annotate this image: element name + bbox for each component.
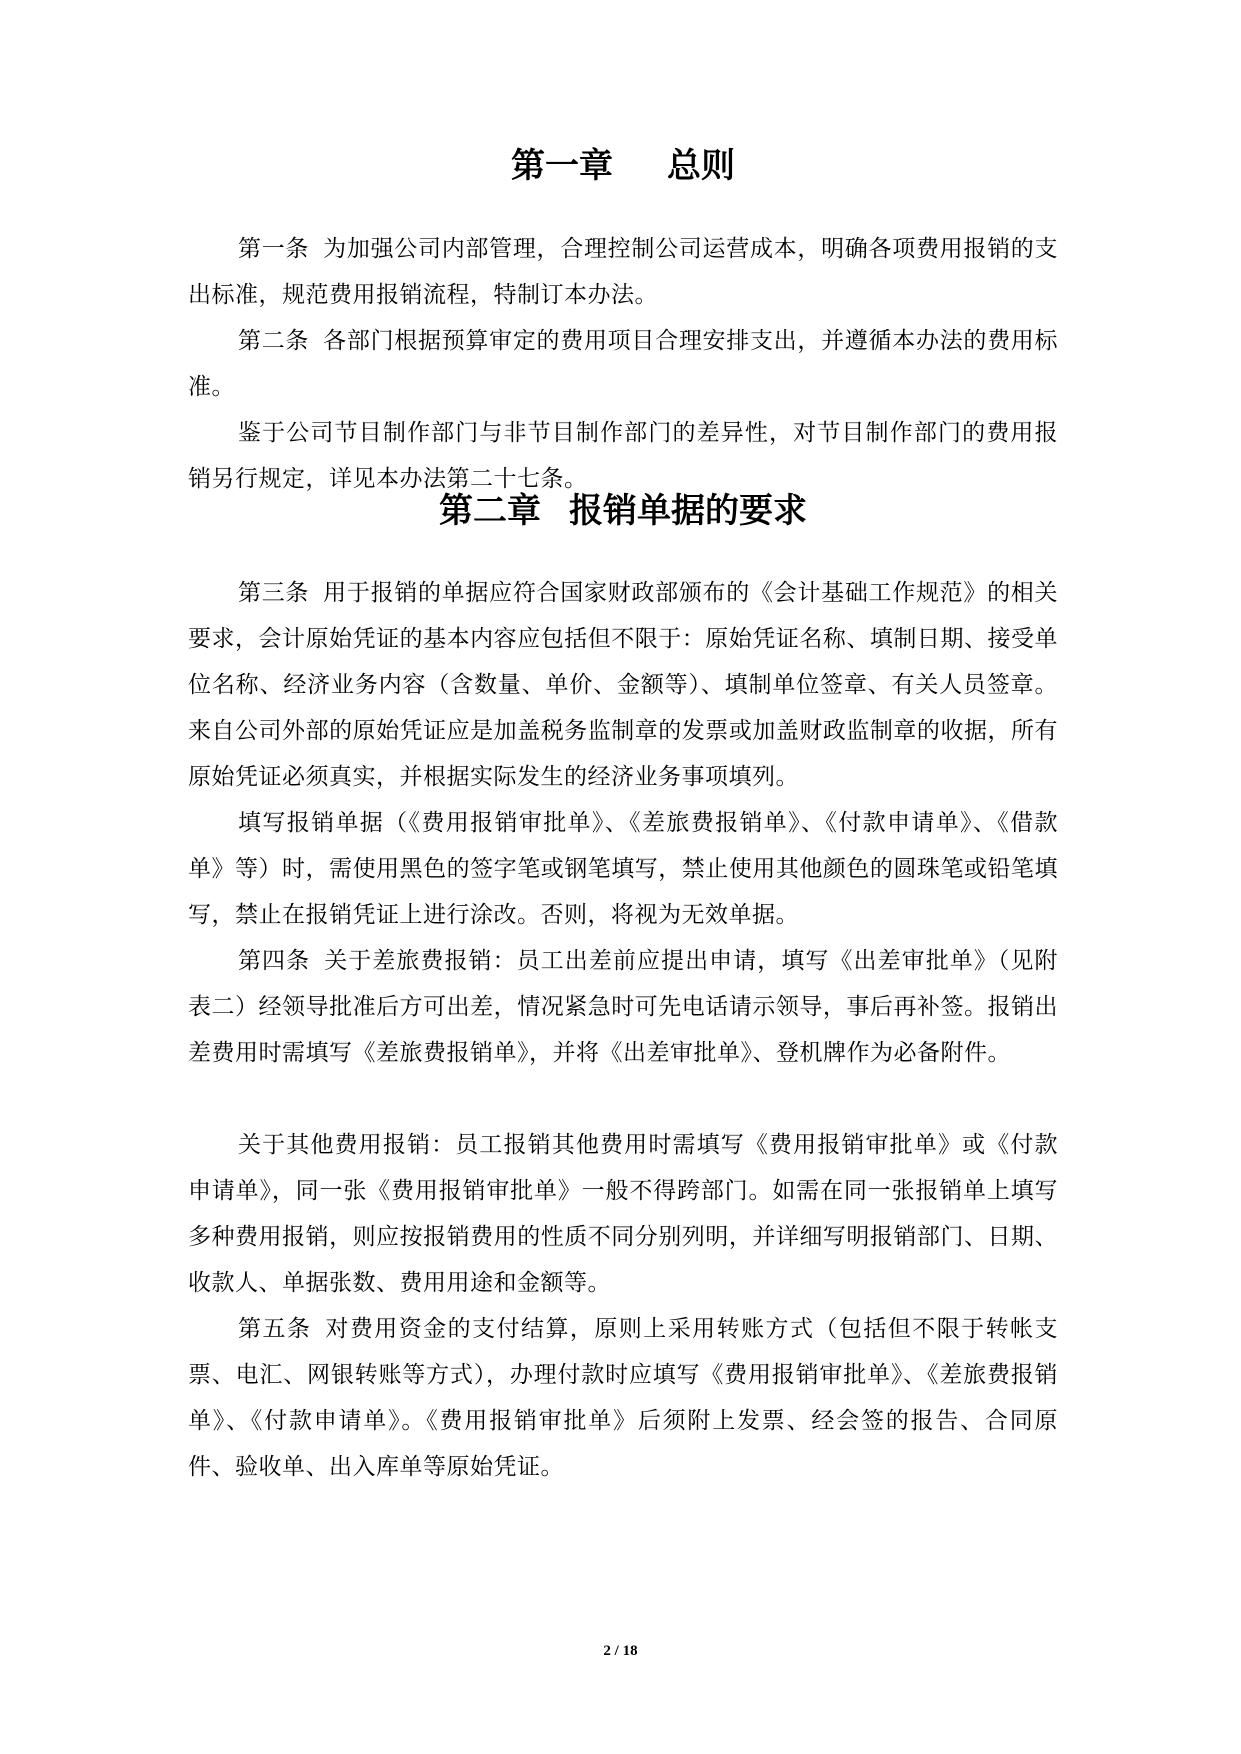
- article-2-label: 第二条: [238, 328, 310, 354]
- article-2-paragraph: [188, 318, 1058, 410]
- form-filling-paragraph: [188, 800, 1058, 938]
- chapter-2-number: 第二章: [439, 491, 541, 531]
- chapter-1-number: 第一章: [511, 146, 613, 186]
- article-5-text: 对费用资金的支付结算，原则上采用转账方式（包括但不限于转帐支票、电汇、网银转账等方式），办理付款时应填写《费用报销审批单》、《差旅费报销单》、《付款申请单》。《费用报销审批单》后须附上发票、经会签的报告、合同原件、验收单、出入库单等原始凭证。: [188, 1316, 1058, 1480]
- article-1-paragraph: [188, 226, 1058, 318]
- article-3-text: 用于报销的单据应符合国家财政部颁布的《会计基础工作规范》的相关要求，会计原始凭证的基本内容应包括但不限于：原始凭证名称、填制日期、接受单位名称、经济业务内容（含数量、单价、金额等）、填制单位签章、有关人员签章。来自公司外部的原始凭证应是加盖税务监制章的发票或加盖财政监制章的收据，所有原始凭证必须真实，并根据实际发生的经济业务事项填列。: [188, 580, 1059, 790]
- article-5-paragraph: [188, 1306, 1058, 1490]
- chapter-2-title: [188, 489, 1058, 533]
- page-number: 2 / 18: [603, 1643, 638, 1659]
- article-4-text: 关于差旅费报销：员工出差前应提出申请，填写《出差审批单》（见附表二）经领导批准后方可出差，情况紧急时可先电话请示领导，事后再补签。报销出差费用时需填写《差旅费报销单》，并将《出差审批单》、登机牌作为必备附件。: [188, 948, 1059, 1066]
- article-4-paragraph: [188, 938, 1058, 1076]
- article-2-supplement-text: 鉴于公司节目制作部门与非节目制作部门的差异性，对节目制作部门的费用报销另行规定，详见本办法第二十七条。: [188, 420, 1058, 492]
- article-1-text: 为加强公司内部管理，合理控制公司运营成本，明确各项费用报销的支出标准，规范费用报销流程，特制订本办法。: [188, 236, 1059, 308]
- article-2-text: 各部门根据预算审定的费用项目合理安排支出，并遵循本办法的费用标准。: [188, 328, 1059, 400]
- article-4-label: 第四条: [238, 948, 311, 974]
- article-3-paragraph: [188, 570, 1058, 800]
- chapter-1-title: [188, 144, 1058, 188]
- chapter-2-name: 报销单据的要求: [569, 491, 807, 531]
- other-expenses-paragraph: [188, 1122, 1058, 1306]
- article-3-label: 第三条: [238, 580, 310, 606]
- article-1-label: 第一条: [238, 236, 310, 262]
- form-filling-text: 填写报销单据（《费用报销审批单》、《差旅费报销单》、《付款申请单》、《借款单》等）时，需使用黑色的签字笔或钢笔填写，禁止使用其他颜色的圆珠笔或铅笔填写，禁止在报销凭证上进行涂改。否则，将视为无效单据。: [188, 810, 1058, 928]
- chapter-1-name: 总则: [667, 146, 735, 186]
- other-expenses-text: 关于其他费用报销：员工报销其他费用时需填写《费用报销审批单》或《付款申请单》，同一张《费用报销审批单》一般不得跨部门。如需在同一张报销单上填写多种费用报销，则应按报销费用的性质不同分别列明，并详细写明报销部门、日期、收款人、单据张数、费用用途和金额等。: [188, 1132, 1058, 1296]
- article-5-label: 第五条: [238, 1316, 312, 1342]
